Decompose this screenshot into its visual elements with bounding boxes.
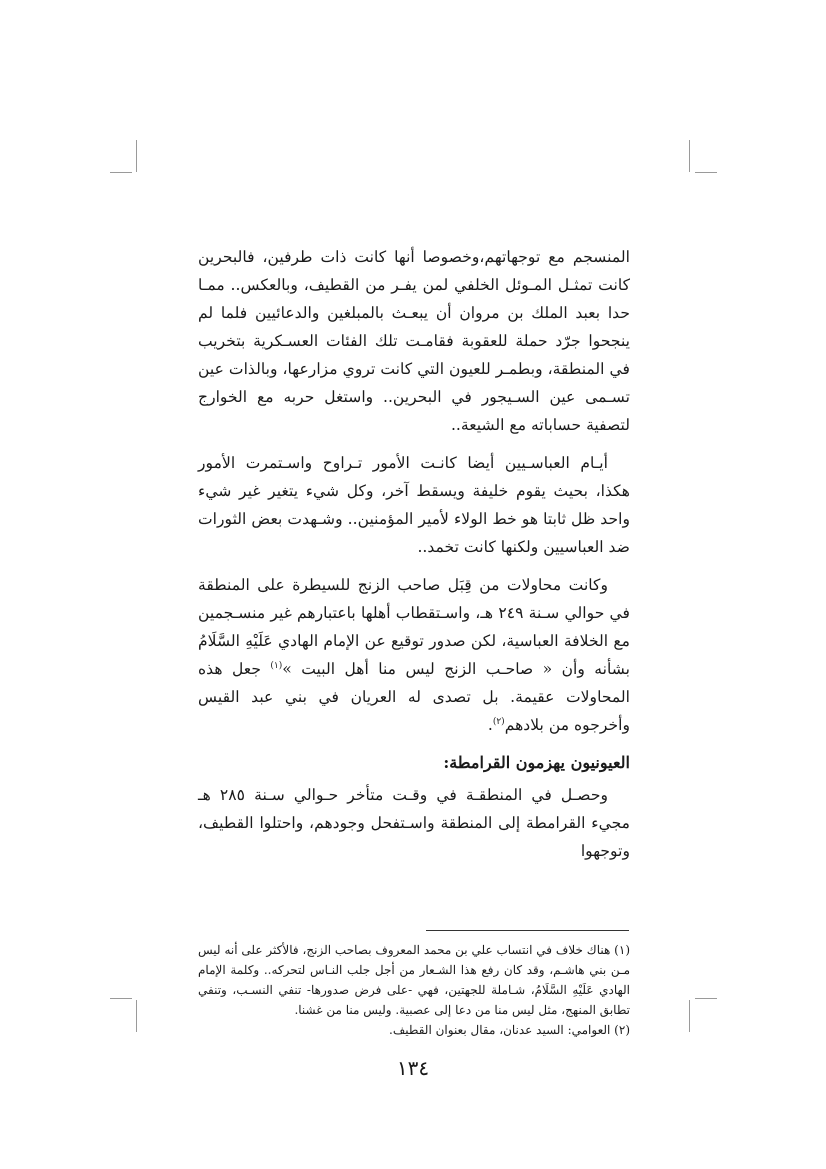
footnote-2: (٢) العوامي: السيد عدنان، مقال بعنوان القطيف. [389, 1023, 630, 1037]
paragraph-4: وحصـل في المنطقـة في وقـت متأخر حـوالي سـنة ٢٨٥ هـ مجيء القرامطة إلى المنطقة واسـتفحل وجودهم، واحتلوا القطيف، وتوجهوا [198, 786, 630, 860]
crop-mark-bottom-left-vertical [136, 1000, 137, 1032]
paragraph-3 [198, 571, 630, 739]
paragraph-3-part-2: جعل هذه المحاولات عقيمة. بل تصدى له العريان في بني عبد القيس وأخرجوه من بلادهم [198, 660, 630, 734]
main-text [198, 243, 630, 875]
footnote-1: (١) هناك خلاف في انتساب علي بن محمد المعروف بصاحب الزنج، فالأكثر على أنه ليس مـن بني هاشـم، وقد كان رفع هذا الشـعار من أجل جلب النـاس لتحركه.. وكلمة الإمام الهادي عَلَيْهِ السَّلَامُ، شـاملة للجهتين، فهي -على فرض صدورها- تنفي النسـب، وتنفي تطابق المنهج، مثل ليس منا من دعا إلى عصبية. وليس منا من غشنا. [198, 943, 630, 1017]
paragraph-2: أيـام العباسـيين أيضا كانـت الأمور تـراوح واسـتمرت الأمور هكذا، بحيث يقوم خليفة ويسقط آخر، وكل شيء يتغير غير شيء واحد ظل ثابتا هو خط الولاء لأمير المؤمنين.. وشـهدت بعض الثورات ضد العباسيين ولكنها كانت تخمد.. [198, 454, 630, 556]
footnotes [198, 940, 630, 1040]
crop-mark-bottom-right-horizontal [695, 998, 717, 999]
crop-mark-top-left-vertical [136, 140, 137, 172]
paragraph-3-end: . [487, 716, 493, 734]
crop-mark-top-right-vertical [689, 140, 690, 172]
crop-mark-top-right-horizontal [695, 172, 717, 173]
footnote-ref-1: (١) [270, 661, 283, 671]
footnote-divider [426, 930, 629, 931]
crop-mark-top-left-horizontal [110, 172, 132, 173]
crop-mark-bottom-left-horizontal [110, 998, 132, 999]
page-number: ١٣٤ [396, 1056, 430, 1080]
section-heading: العيونيون يهزمون القرامطة: [443, 753, 630, 772]
paragraph-1: المنسجم مع توجهاتهم،وخصوصا أنها كانت ذات طرفين، فالبحرين كانت تمثـل المـوئل الخلفي لمن يفـر من القطيف، وبالعكس.. ممـا حدا بعبد الملك بن مروان أن يبعـث بالمبلغين والدعائيين فلما لم ينجحوا جرّد حملة للعقوبة فقامـت تلك الفئات العسـكرية بتخريب في المنطقة، وبطمـر للعيون التي كانت تروي مزارعها، وبالذات عين تسـمى عين السـيجور في البحرين.. واستغل حربه مع الخوارج لتصفية حساباته مع الشيعة.. [198, 248, 630, 434]
paragraph-3-part-1: وكانت محاولات من قِبَل صاحب الزنج للسيطرة على المنطقة في حوالي سـنة ٢٤٩ هـ، واسـتقطاب أهلها باعتبارهم غير منسـجمين مع الخلافة العباسية، لكن صدور توقيع عن الإمام الهادي عَلَيْهِ السَّلَامُ بشأنه وأن « صاحـب الزنج ليس منا أهل البيت » [198, 576, 631, 678]
footnote-ref-2: (٢) [492, 717, 505, 727]
crop-mark-bottom-right-vertical [689, 1000, 690, 1032]
